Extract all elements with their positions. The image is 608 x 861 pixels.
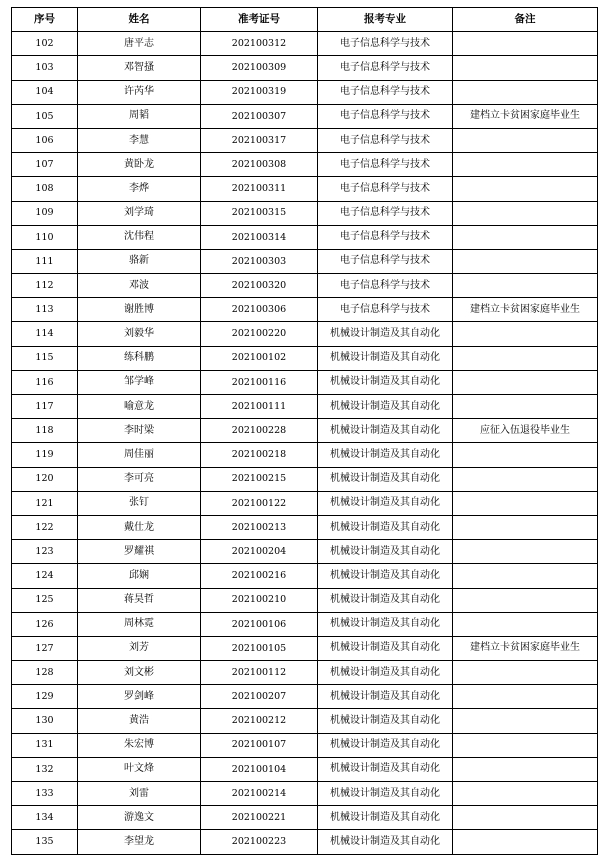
exam-ticket-cell: 202100315 bbox=[201, 201, 318, 225]
name-cell: 刘文彬 bbox=[78, 661, 201, 685]
major-cell: 电子信息科学与技术 bbox=[318, 177, 453, 201]
serial-number-cell: 125 bbox=[12, 588, 78, 612]
major-cell: 机械设计制造及其自动化 bbox=[318, 661, 453, 685]
major-cell: 电子信息科学与技术 bbox=[318, 56, 453, 80]
table-row bbox=[12, 104, 598, 128]
exam-ticket-cell: 202100122 bbox=[201, 491, 318, 515]
header-row bbox=[12, 8, 598, 32]
remarks-cell bbox=[453, 249, 598, 273]
exam-ticket-cell: 202100104 bbox=[201, 757, 318, 781]
serial-number-cell: 124 bbox=[12, 564, 78, 588]
exam-ticket-cell: 202100105 bbox=[201, 636, 318, 660]
remarks-cell bbox=[453, 346, 598, 370]
table-row bbox=[12, 80, 598, 104]
name-cell: 练科鹏 bbox=[78, 346, 201, 370]
candidate-table bbox=[11, 7, 598, 855]
name-cell: 唐平志 bbox=[78, 32, 201, 56]
remarks-cell bbox=[453, 32, 598, 56]
name-cell: 骆新 bbox=[78, 249, 201, 273]
name-cell: 李望龙 bbox=[78, 830, 201, 854]
name-cell: 刘学琦 bbox=[78, 201, 201, 225]
exam-ticket-cell: 202100228 bbox=[201, 419, 318, 443]
name-cell: 张钉 bbox=[78, 491, 201, 515]
name-cell: 刘雷 bbox=[78, 782, 201, 806]
major-cell: 机械设计制造及其自动化 bbox=[318, 612, 453, 636]
col-header-remarks: 备注 bbox=[453, 8, 598, 32]
serial-number-cell: 112 bbox=[12, 274, 78, 298]
serial-number-cell: 106 bbox=[12, 128, 78, 152]
table-row bbox=[12, 782, 598, 806]
serial-number-cell: 120 bbox=[12, 467, 78, 491]
col-header-applied-major: 报考专业 bbox=[318, 8, 453, 32]
major-cell: 机械设计制造及其自动化 bbox=[318, 806, 453, 830]
table-row bbox=[12, 830, 598, 854]
major-cell: 机械设计制造及其自动化 bbox=[318, 443, 453, 467]
remarks-cell bbox=[453, 322, 598, 346]
serial-number-cell: 122 bbox=[12, 515, 78, 539]
exam-ticket-cell: 202100311 bbox=[201, 177, 318, 201]
serial-number-cell: 113 bbox=[12, 298, 78, 322]
table-row bbox=[12, 685, 598, 709]
serial-number-cell: 135 bbox=[12, 830, 78, 854]
col-header-exam-ticket-number: 准考证号 bbox=[201, 8, 318, 32]
table-row bbox=[12, 636, 598, 660]
major-cell: 电子信息科学与技术 bbox=[318, 104, 453, 128]
exam-ticket-cell: 202100308 bbox=[201, 153, 318, 177]
serial-number-cell: 128 bbox=[12, 661, 78, 685]
table-row bbox=[12, 467, 598, 491]
remarks-cell bbox=[453, 128, 598, 152]
serial-number-cell: 126 bbox=[12, 612, 78, 636]
table-row bbox=[12, 32, 598, 56]
name-cell: 叶文烽 bbox=[78, 757, 201, 781]
table-row bbox=[12, 443, 598, 467]
exam-ticket-cell: 202100220 bbox=[201, 322, 318, 346]
exam-ticket-cell: 202100317 bbox=[201, 128, 318, 152]
remarks-cell bbox=[453, 177, 598, 201]
exam-ticket-cell: 202100210 bbox=[201, 588, 318, 612]
serial-number-cell: 134 bbox=[12, 806, 78, 830]
name-cell: 黄卧龙 bbox=[78, 153, 201, 177]
serial-number-cell: 129 bbox=[12, 685, 78, 709]
table-row bbox=[12, 491, 598, 515]
exam-ticket-cell: 202100111 bbox=[201, 395, 318, 419]
table-row bbox=[12, 733, 598, 757]
table-row bbox=[12, 588, 598, 612]
major-cell: 电子信息科学与技术 bbox=[318, 274, 453, 298]
name-cell: 谢胜博 bbox=[78, 298, 201, 322]
serial-number-cell: 121 bbox=[12, 491, 78, 515]
table-row bbox=[12, 153, 598, 177]
exam-ticket-cell: 202100307 bbox=[201, 104, 318, 128]
table-row bbox=[12, 249, 598, 273]
exam-ticket-cell: 202100320 bbox=[201, 274, 318, 298]
major-cell: 机械设计制造及其自动化 bbox=[318, 395, 453, 419]
remarks-cell bbox=[453, 56, 598, 80]
exam-ticket-cell: 202100314 bbox=[201, 225, 318, 249]
table-row bbox=[12, 298, 598, 322]
remarks-cell bbox=[453, 685, 598, 709]
serial-number-cell: 103 bbox=[12, 56, 78, 80]
table-row bbox=[12, 346, 598, 370]
exam-ticket-cell: 202100212 bbox=[201, 709, 318, 733]
remarks-cell bbox=[453, 395, 598, 419]
name-cell: 周佳丽 bbox=[78, 443, 201, 467]
major-cell: 机械设计制造及其自动化 bbox=[318, 564, 453, 588]
exam-ticket-cell: 202100303 bbox=[201, 249, 318, 273]
col-header-serial-number: 序号 bbox=[12, 8, 78, 32]
table-row bbox=[12, 757, 598, 781]
remarks-cell bbox=[453, 443, 598, 467]
exam-ticket-cell: 202100214 bbox=[201, 782, 318, 806]
remarks-cell bbox=[453, 370, 598, 394]
major-cell: 电子信息科学与技术 bbox=[318, 225, 453, 249]
remarks-cell bbox=[453, 153, 598, 177]
table-row bbox=[12, 322, 598, 346]
serial-number-cell: 119 bbox=[12, 443, 78, 467]
major-cell: 电子信息科学与技术 bbox=[318, 32, 453, 56]
serial-number-cell: 115 bbox=[12, 346, 78, 370]
remarks-cell bbox=[453, 806, 598, 830]
name-cell: 蒋昊哲 bbox=[78, 588, 201, 612]
major-cell: 机械设计制造及其自动化 bbox=[318, 419, 453, 443]
name-cell: 邹学峰 bbox=[78, 370, 201, 394]
table-row bbox=[12, 201, 598, 225]
table-row bbox=[12, 515, 598, 539]
exam-ticket-cell: 202100106 bbox=[201, 612, 318, 636]
exam-ticket-cell: 202100223 bbox=[201, 830, 318, 854]
table-row bbox=[12, 177, 598, 201]
table-row bbox=[12, 370, 598, 394]
serial-number-cell: 127 bbox=[12, 636, 78, 660]
major-cell: 机械设计制造及其自动化 bbox=[318, 830, 453, 854]
exam-ticket-cell: 202100116 bbox=[201, 370, 318, 394]
name-cell: 游逸文 bbox=[78, 806, 201, 830]
remarks-cell bbox=[453, 733, 598, 757]
exam-ticket-cell: 202100112 bbox=[201, 661, 318, 685]
major-cell: 机械设计制造及其自动化 bbox=[318, 491, 453, 515]
major-cell: 机械设计制造及其自动化 bbox=[318, 370, 453, 394]
name-cell: 刘毅华 bbox=[78, 322, 201, 346]
serial-number-cell: 102 bbox=[12, 32, 78, 56]
name-cell: 罗剑峰 bbox=[78, 685, 201, 709]
name-cell: 刘芳 bbox=[78, 636, 201, 660]
remarks-cell bbox=[453, 274, 598, 298]
exam-ticket-cell: 202100319 bbox=[201, 80, 318, 104]
name-cell: 李烨 bbox=[78, 177, 201, 201]
name-cell: 李可亮 bbox=[78, 467, 201, 491]
remarks-cell bbox=[453, 588, 598, 612]
table-row bbox=[12, 128, 598, 152]
name-cell: 邓波 bbox=[78, 274, 201, 298]
exam-ticket-cell: 202100204 bbox=[201, 540, 318, 564]
exam-ticket-cell: 202100207 bbox=[201, 685, 318, 709]
table-header bbox=[12, 8, 598, 32]
name-cell: 朱宏博 bbox=[78, 733, 201, 757]
exam-ticket-cell: 202100102 bbox=[201, 346, 318, 370]
name-cell: 邓智搔 bbox=[78, 56, 201, 80]
serial-number-cell: 108 bbox=[12, 177, 78, 201]
major-cell: 机械设计制造及其自动化 bbox=[318, 709, 453, 733]
serial-number-cell: 111 bbox=[12, 249, 78, 273]
major-cell: 机械设计制造及其自动化 bbox=[318, 467, 453, 491]
serial-number-cell: 114 bbox=[12, 322, 78, 346]
serial-number-cell: 104 bbox=[12, 80, 78, 104]
table-row bbox=[12, 564, 598, 588]
exam-ticket-cell: 202100107 bbox=[201, 733, 318, 757]
name-cell: 周林霓 bbox=[78, 612, 201, 636]
major-cell: 机械设计制造及其自动化 bbox=[318, 757, 453, 781]
remarks-cell bbox=[453, 225, 598, 249]
exam-ticket-cell: 202100216 bbox=[201, 564, 318, 588]
table-row bbox=[12, 661, 598, 685]
serial-number-cell: 130 bbox=[12, 709, 78, 733]
name-cell: 李慧 bbox=[78, 128, 201, 152]
major-cell: 机械设计制造及其自动化 bbox=[318, 346, 453, 370]
major-cell: 机械设计制造及其自动化 bbox=[318, 685, 453, 709]
exam-ticket-cell: 202100218 bbox=[201, 443, 318, 467]
exam-ticket-cell: 202100312 bbox=[201, 32, 318, 56]
serial-number-cell: 105 bbox=[12, 104, 78, 128]
major-cell: 电子信息科学与技术 bbox=[318, 249, 453, 273]
name-cell: 戴仕龙 bbox=[78, 515, 201, 539]
major-cell: 机械设计制造及其自动化 bbox=[318, 515, 453, 539]
remarks-cell bbox=[453, 201, 598, 225]
name-cell: 许芮华 bbox=[78, 80, 201, 104]
remarks-cell bbox=[453, 515, 598, 539]
serial-number-cell: 118 bbox=[12, 419, 78, 443]
remarks-cell: 应征入伍退役毕业生 bbox=[453, 419, 598, 443]
serial-number-cell: 117 bbox=[12, 395, 78, 419]
serial-number-cell: 131 bbox=[12, 733, 78, 757]
serial-number-cell: 133 bbox=[12, 782, 78, 806]
major-cell: 机械设计制造及其自动化 bbox=[318, 733, 453, 757]
table-row bbox=[12, 419, 598, 443]
remarks-cell bbox=[453, 491, 598, 515]
serial-number-cell: 132 bbox=[12, 757, 78, 781]
table-row bbox=[12, 709, 598, 733]
name-cell: 罗耀祺 bbox=[78, 540, 201, 564]
serial-number-cell: 109 bbox=[12, 201, 78, 225]
major-cell: 机械设计制造及其自动化 bbox=[318, 588, 453, 612]
remarks-cell bbox=[453, 540, 598, 564]
exam-ticket-cell: 202100309 bbox=[201, 56, 318, 80]
exam-ticket-cell: 202100213 bbox=[201, 515, 318, 539]
remarks-cell bbox=[453, 661, 598, 685]
serial-number-cell: 110 bbox=[12, 225, 78, 249]
major-cell: 电子信息科学与技术 bbox=[318, 153, 453, 177]
table-row bbox=[12, 806, 598, 830]
exam-ticket-cell: 202100215 bbox=[201, 467, 318, 491]
name-cell: 邱娴 bbox=[78, 564, 201, 588]
name-cell: 黄浩 bbox=[78, 709, 201, 733]
major-cell: 电子信息科学与技术 bbox=[318, 201, 453, 225]
remarks-cell bbox=[453, 467, 598, 491]
remarks-cell bbox=[453, 80, 598, 104]
name-cell: 李时梁 bbox=[78, 419, 201, 443]
remarks-cell: 建档立卡贫困家庭毕业生 bbox=[453, 298, 598, 322]
major-cell: 电子信息科学与技术 bbox=[318, 298, 453, 322]
exam-ticket-cell: 202100306 bbox=[201, 298, 318, 322]
table-row bbox=[12, 612, 598, 636]
name-cell: 喻意龙 bbox=[78, 395, 201, 419]
table-row bbox=[12, 395, 598, 419]
name-cell: 沈伟程 bbox=[78, 225, 201, 249]
remarks-cell bbox=[453, 564, 598, 588]
major-cell: 机械设计制造及其自动化 bbox=[318, 782, 453, 806]
remarks-cell bbox=[453, 830, 598, 854]
remarks-cell: 建档立卡贫困家庭毕业生 bbox=[453, 104, 598, 128]
table-body bbox=[12, 32, 598, 854]
remarks-cell bbox=[453, 757, 598, 781]
table-row bbox=[12, 274, 598, 298]
serial-number-cell: 123 bbox=[12, 540, 78, 564]
table-row bbox=[12, 56, 598, 80]
exam-ticket-cell: 202100221 bbox=[201, 806, 318, 830]
remarks-cell bbox=[453, 709, 598, 733]
remarks-cell bbox=[453, 612, 598, 636]
remarks-cell bbox=[453, 782, 598, 806]
col-header-name: 姓名 bbox=[78, 8, 201, 32]
major-cell: 电子信息科学与技术 bbox=[318, 80, 453, 104]
major-cell: 电子信息科学与技术 bbox=[318, 128, 453, 152]
remarks-cell: 建档立卡贫困家庭毕业生 bbox=[453, 636, 598, 660]
major-cell: 机械设计制造及其自动化 bbox=[318, 540, 453, 564]
serial-number-cell: 107 bbox=[12, 153, 78, 177]
serial-number-cell: 116 bbox=[12, 370, 78, 394]
major-cell: 机械设计制造及其自动化 bbox=[318, 636, 453, 660]
table-row bbox=[12, 540, 598, 564]
table-row bbox=[12, 225, 598, 249]
major-cell: 机械设计制造及其自动化 bbox=[318, 322, 453, 346]
name-cell: 周韬 bbox=[78, 104, 201, 128]
